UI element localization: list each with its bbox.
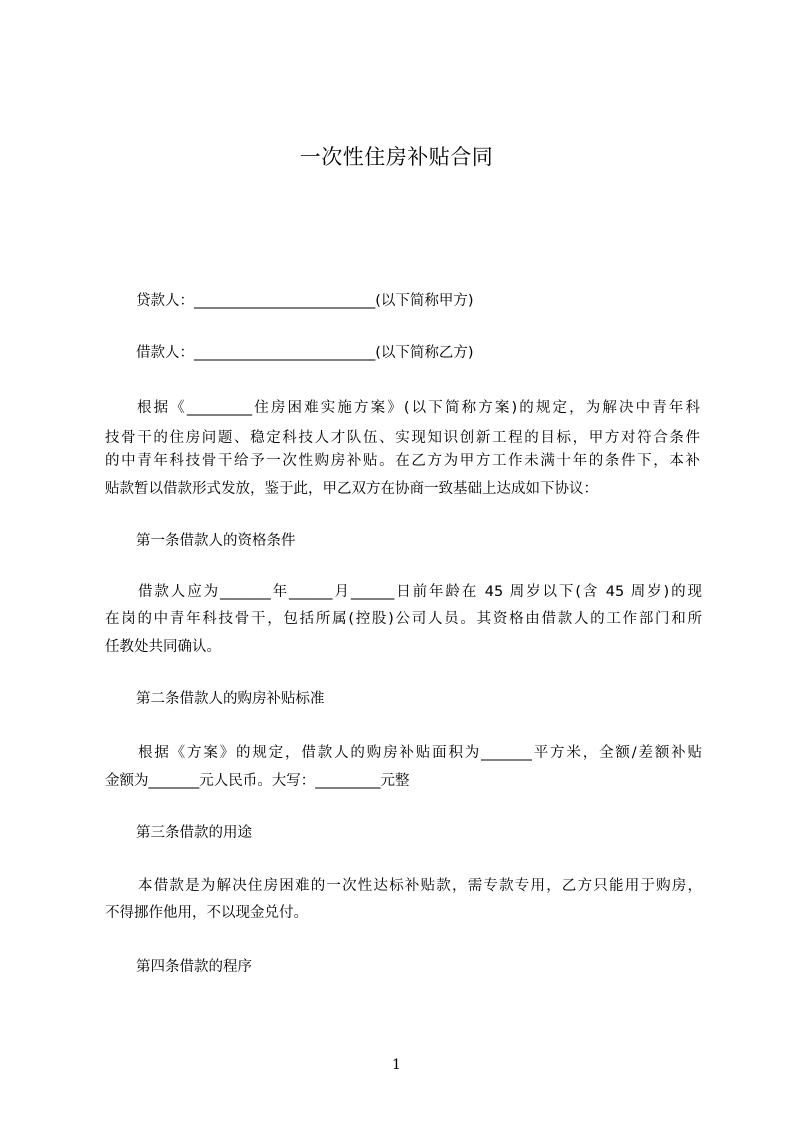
article-3-heading: 第三条借款的用途 — [136, 825, 252, 841]
page-number: 1 — [392, 1057, 401, 1073]
article-4-heading: 第四条借款的程序 — [136, 959, 252, 975]
intro-paragraph-line-2: 技骨干的住房问题、稳定科技人才队伍、实现知识创新工程的目标，甲方对符合条件 — [105, 430, 700, 446]
intro-paragraph-line-3: 的中青年科技骨干给予一次性购房补贴。在乙方为甲方工作未满十年的条件下，本补 — [105, 453, 700, 469]
document-title: 一次性住房补贴合同 — [299, 145, 494, 169]
intro-paragraph-line-1: 根据《_________住房困难实施方案》(以下简称方案)的规定，为解决中青年科 — [137, 400, 700, 416]
borrower-line: 借款人：_________________________(以下简称乙方) — [136, 345, 474, 361]
article-2-line-2: 金额为_______元人民币。大写：_________元整 — [105, 773, 410, 789]
article-1-line-2: 在岗的中青年科技骨干，包括所属(控股)公司人员。其资格由借款人的工作部门和所 — [105, 611, 702, 627]
article-1-line-3: 任教处共同确认。 — [105, 639, 221, 655]
article-1-heading: 第一条借款人的资格条件 — [136, 533, 296, 549]
article-2-heading: 第二条借款人的购房补贴标准 — [136, 691, 325, 707]
lender-line: 贷款人：_________________________(以下简称甲方) — [136, 293, 474, 309]
intro-paragraph-line-4: 贴款暂以借款形式发放，鉴于此，甲乙双方在协商一致基础上达成如下协议： — [105, 481, 598, 497]
article-1-line-1: 借款人应为_______年______月______日前年龄在 45 周岁以下(含 45 周岁)的现 — [138, 584, 702, 600]
article-3-line-2: 不得挪作他用，不以现金兑付。 — [105, 905, 308, 921]
article-3-line-1: 本借款是为解决住房困难的一次性达标补贴款，需专款专用，乙方只能用于购房， — [138, 878, 702, 894]
article-2-line-1: 根据《方案》的规定，借款人的购房补贴面积为_______平方米，全额/差额补贴 — [138, 745, 702, 761]
